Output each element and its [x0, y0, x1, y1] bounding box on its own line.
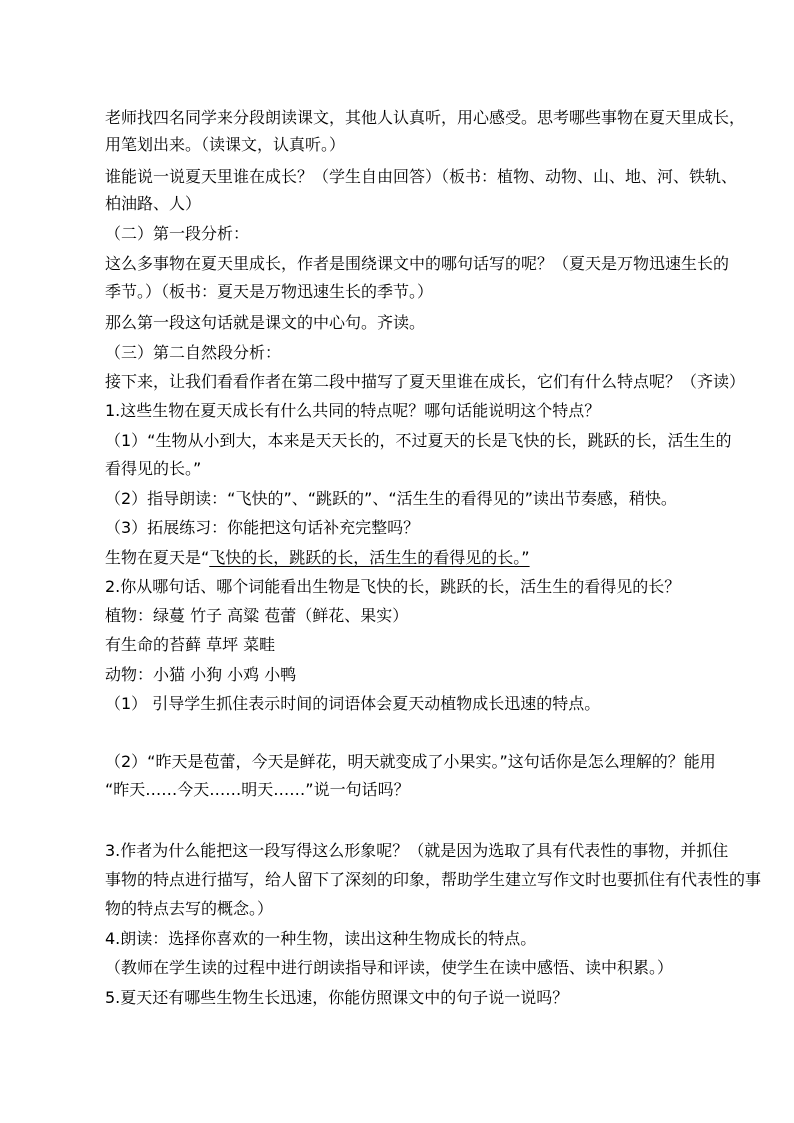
animals-list: 动物：小猫 小狗 小鸡 小鸭	[105, 665, 297, 684]
paragraph-line: （2）“昨天是苞蕾，今天是鲜花，明天就变成了小果实。”这句话你是怎么理解的？能用	[105, 752, 716, 771]
plants-list: 植物：绿蔓 竹子 高粱 苞蕾（鲜花、果实）	[105, 606, 409, 625]
question-line: 2.你从哪句话、哪个词能看出生物是飞快的长，跳跃的长，活生生的看得见的长？	[105, 577, 681, 596]
question-line: 5.夏天还有哪些生物生长迅速，你能仿照课文中的句子说一说吗？	[105, 988, 569, 1007]
paragraph-line: 柏油路、人）	[105, 194, 202, 213]
paragraph-line: 用笔划出来。（读课文，认真听。）	[105, 135, 346, 154]
paragraph-line: （3）拓展练习：你能把这句话补充完整吗？	[105, 518, 420, 537]
fill-answer: 飞快的长，跳跃的长，活生生的看得见的长。”	[209, 548, 530, 567]
fill-in-sentence	[105, 547, 530, 569]
question-line: 1.这些生物在夏天成长有什么共同的特点呢？哪句话能说明这个特点？	[105, 401, 601, 420]
question-line: 3.作者为什么能把这一段写得这么形象呢？（就是因为选取了具有代表性的事物，并抓住	[105, 841, 729, 860]
paragraph-line: （教师在学生读的过程中进行朗读指导和评读，使学生在读中感悟、读中积累。）	[105, 958, 674, 977]
paragraph-line: 看得见的长。”	[105, 459, 202, 478]
paragraph-line: 老师找四名同学来分段朗读课文，其他人认真听，用心感受。思考哪些事物在夏天里成长，	[105, 108, 746, 127]
paragraph-line: 事物的特点进行描写，给人留下了深刻的印象，帮助学生建立写作文时也要抓住有代表性的事	[105, 870, 762, 889]
paragraph-line: 这么多事物在夏天里成长，作者是围绕课文中的哪句话写的呢？（夏天是万物迅速生长的	[105, 254, 730, 273]
paragraph-line: （1）“生物从小到大，本来是天天长的，不过夏天的长是飞快的长，跳跃的长，活生生的	[105, 431, 732, 450]
section-heading: （三）第二自然段分析：	[105, 343, 282, 362]
paragraph-line: 季节。）（板书：夏天是万物迅速生长的季节。）	[105, 282, 434, 301]
fill-prefix: 生物在夏天是“	[105, 548, 210, 567]
paragraph-line: 那么第一段这句话就是课文的中心句。齐读。	[105, 313, 426, 332]
paragraph-line: “昨天……今天……明天……”说一句话吗？	[105, 780, 410, 799]
question-line: 4.朗读：选择你喜欢的一种生物，读出这种生物成长的特点。	[105, 929, 537, 948]
section-heading: （二）第一段分析：	[105, 224, 250, 243]
paragraph-line: 物的特点去写的概念。）	[105, 899, 274, 918]
paragraph-line: （2）指导朗读：“飞快的”、“跳跃的”、“活生生的看得见的”读出节奏感，稍快。	[105, 489, 677, 508]
paragraph-line: （1） 引导学生抓住表示时间的词语体会夏天动植物成长迅速的特点。	[105, 694, 601, 713]
paragraph-line: 接下来，让我们看看作者在第二段中描写了夏天里谁在成长，它们有什么特点呢？（齐读）	[105, 372, 746, 391]
paragraph-line: 谁能说一说夏天里谁在成长？（学生自由回答）（板书：植物、动物、山、地、河、铁轨、	[105, 167, 738, 186]
moss-list: 有生命的苔藓 草坪 菜畦	[105, 635, 276, 654]
